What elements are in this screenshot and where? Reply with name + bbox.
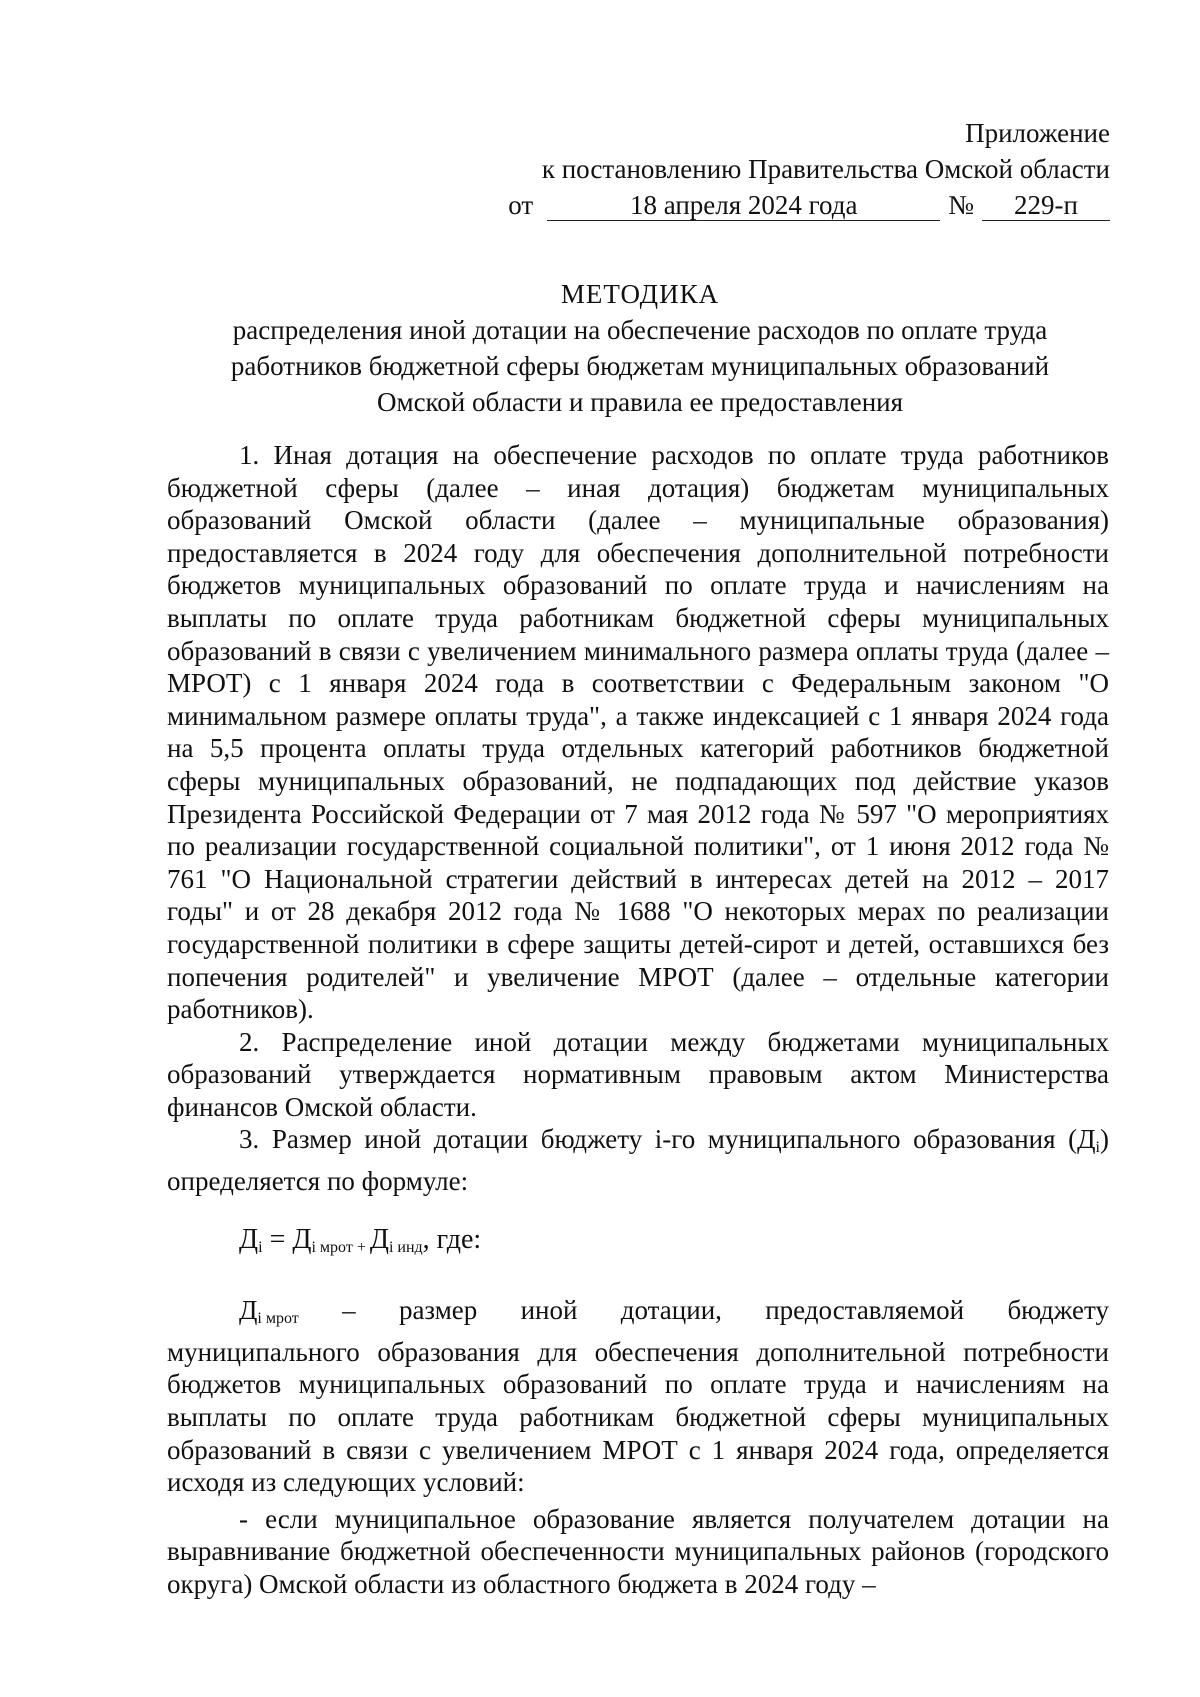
formula-plus: + [352, 1238, 370, 1256]
definition-symbol-subscript: i мрот [257, 1310, 299, 1328]
resolution-date: 18 апреля 2024 года [547, 190, 940, 221]
title-main: МЕТОДИКА [560, 279, 720, 309]
definition-first-line [167, 1294, 1109, 1336]
definition-word: бюджету [1007, 1295, 1109, 1326]
number-label: № [948, 190, 974, 220]
definition-word: предоставляемой [765, 1295, 965, 1326]
paragraph-3-end: ) определяется по формуле: [167, 1124, 1109, 1197]
from-label: от [508, 190, 534, 220]
formula-lhs: Д [239, 1223, 259, 1255]
definition-word: размер [398, 1295, 478, 1326]
formula-lhs-subscript: i [258, 1238, 263, 1256]
formula-eq: = Д [262, 1223, 312, 1255]
definition-rest: муниципального образования для обеспечения дополнительной потребности бюджетов муниципальных образований по оплате труда и начислениям на выплаты по оплате труда работникам бюджетной сферы муниципальных образований в связи с увеличением МРОТ с 1 января 2024 года, определяется исходя из следующих условий: [167, 1336, 1109, 1498]
definition-symbol [239, 1294, 299, 1336]
title-line-1: распределения иной дотации на обеспечение расходов по оплате труда [232, 315, 1048, 345]
paragraph-condition: - если муниципальное образование является получателем дотации на выравнивание бюджетной обеспеченности муниципальных районов (городского округа) Омской области из областного бюджета в 2024 году – [167, 1503, 1109, 1599]
formula-term2: Д [369, 1223, 389, 1255]
title-line-2: работников бюджетной сферы бюджетам муниципальных образований [230, 351, 1050, 381]
definition-symbol-letter: Д [239, 1295, 258, 1326]
document-body [167, 439, 1109, 1601]
appendix-label: Приложение [965, 118, 1110, 148]
paragraph-2: 2. Распределение иной дотации между бюджетами муниципальных образований утверждается нормативным правовым актом Министерства финансов Омской области. [167, 1026, 1109, 1122]
paragraph-1: 1. Иная дотация на обеспечение расходов по оплате труда работников бюджетной сферы (далее – иная дотация) бюджетам муниципальных образований Омской области (далее – муниципальные образования) предоставляется в 2024 году для обеспечения дополнительной потребности бюджетов муниципальных образований по оплате труда и начислениям на выплаты по оплате труда работникам бюджетной сферы муниципальных образований в связи с увеличением минимального размера оплаты труда (далее – МРОТ) с 1 января 2024 года в соответствии с Федеральным законом "О минимальном размере оплаты труда", а также индексацией с 1 января 2024 года на 5,5 процента оплаты труда отдельных категорий работников бюджетной сферы муниципальных образований, не подпадающих под действие указов Президента Российской Федерации от 7 мая 2012 года № 597 "О мероприятиях по реализации государственной социальной политики", от 1 июня 2012 года № 761 "О Национальной стратегии действий в интересах детей на 2012 – 2017 годы" и от 28 декабря 2012 года № 1688 "О некоторых мерах по реализации государственной политики в сфере защиты детей-сирот и детей, оставшихся без попечения родителей" и увеличение МРОТ (далее – отдельные категории работников). [167, 440, 1109, 1025]
title-line-3: Омской области и правила ее предоставления [376, 387, 904, 417]
formula-tail: , где: [422, 1223, 482, 1255]
resolution-number: 229-п [982, 190, 1110, 221]
paragraph-3-subscript: i [1095, 1139, 1100, 1157]
paragraph-3 [167, 1123, 1109, 1197]
definition-word: иной [520, 1295, 578, 1326]
formula [167, 1224, 1109, 1265]
resolution-date-line [505, 187, 1110, 223]
definition-word: – [342, 1295, 356, 1326]
definition-word: дотации, [620, 1295, 722, 1326]
formula-term1-subscript: i мрот [311, 1238, 353, 1256]
paragraph-3-text: 3. Размер иной дотации бюджету i-го муниципального образования (Д [239, 1124, 1096, 1155]
resolution-reference: к постановлению Правительства Омской области [541, 154, 1110, 184]
appendix-header [505, 115, 1110, 223]
document-title [160, 276, 1120, 420]
formula-term2-subscript: i инд [388, 1238, 423, 1256]
